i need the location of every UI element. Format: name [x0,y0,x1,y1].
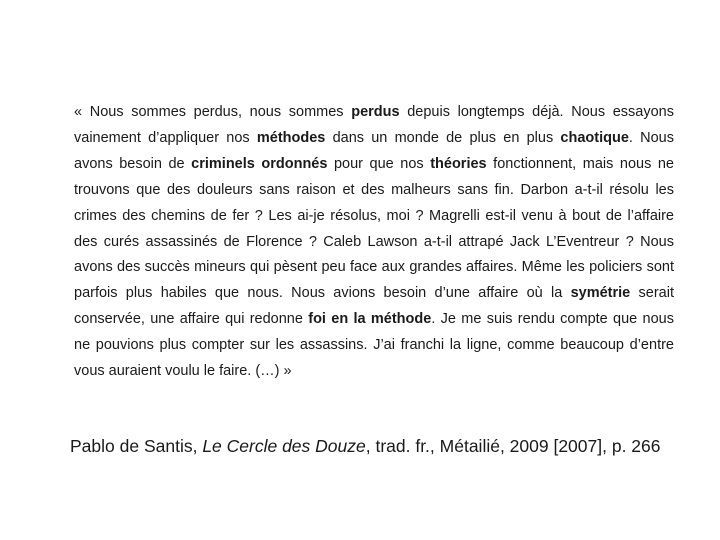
quote-emphasis: foi en la méthode [308,311,432,328]
quote-segment: depuis longtemps déjà. Nous essayons vainement d’appliquer nos [74,104,675,146]
quote-segment: pour que nos [327,155,431,172]
quote-segment: « Nous sommes perdus, nous sommes [74,104,352,120]
citation-author: Pablo de Santis, [70,436,203,456]
quote-emphasis: perdus [351,104,400,120]
quote-segment: dans un monde de plus en plus [325,129,561,146]
quote-emphasis: méthodes [256,129,326,146]
quote-emphasis: théories [430,155,487,172]
quote-emphasis: criminels ordonnés [191,155,328,172]
quote-emphasis: symétrie [570,285,631,302]
quote-segment: fonctionnent, mais nous ne trouvons que des douleurs sans raison et des malheurs sans fin. Darbon a-t-il résolu les crimes des chemins de fer ? Les ai-je résolus, moi ? Magrelli est-il venu à bout de l’affaire des curés assassinés de Florence ? Caleb Lawson a-t-il attrapé Jack L’Eventreur ? Nous avons des succès mineurs qui pèsent peu face aux grandes affaires. Même les policiers sont parfois plus habiles que nous. Nous avions besoin d’une affaire où la [74,155,674,302]
citation-book-title: Le Cercle des Douze [202,436,366,456]
quote-segment: serait conservée, une affaire qui redonne [74,285,674,328]
quote-emphasis: chaotique [560,129,629,146]
quote-segment: . Je me suis rendu compte que nous ne pouvions plus compter sur les assassins. J’ai franchi la ligne, comme beaucoup d’entre vous auraient voulu le faire. (…) » [74,311,674,380]
quote-paragraph [74,100,674,385]
quote-segment: . Nous avons besoin de [74,129,674,172]
citation [70,434,690,458]
citation-details: , trad. fr., Métailié, 2009 [2007], p. 266 [365,436,661,456]
